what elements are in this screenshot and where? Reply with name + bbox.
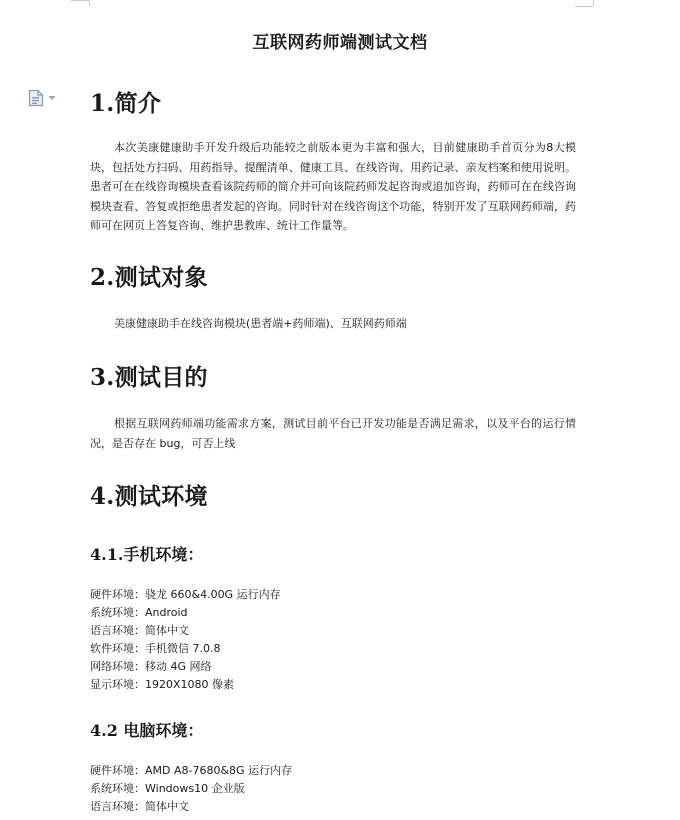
mobile-env-line: 系统环境：Android (90, 606, 188, 619)
mobile-env-line: 显示环境：1920X1080 像素 (90, 678, 235, 691)
mobile-env-line: 硬件环境：骁龙 660&4.00G 运行内存 (90, 588, 281, 601)
pc-env-line: 语言环境：简体中文 (90, 800, 189, 813)
heading-test-object: 2.测试对象 (90, 264, 208, 291)
pc-env-line: 系统环境：Windows10 企业版 (90, 782, 245, 795)
document-title: 互联网药师端测试文档 (252, 33, 428, 53)
document-navigation-button[interactable] (28, 89, 56, 107)
test-object-paragraph: 美康健康助手在线咨询模块(患者端+药师端)、互联网药师端 (114, 317, 407, 330)
crop-mark (89, 0, 90, 6)
mobile-env-line: 语言环境：简体中文 (90, 624, 189, 637)
mobile-env-line: 软件环境：手机微信 7.0.8 (90, 642, 221, 655)
test-purpose-paragraph: 根据互联网药师端功能需求方案，测试目前平台已开发功能是否满足需求，以及平台的运行情况，是否存在 bug，可否上线 (90, 417, 576, 450)
mobile-environment-list (90, 586, 281, 694)
crop-mark (575, 6, 593, 7)
heading-mobile-environment: 4.1.手机环境： (90, 545, 204, 564)
mobile-env-line: 网络环境：移动 4G 网络 (90, 660, 212, 673)
crop-mark (71, 0, 89, 1)
pc-environment-list (90, 762, 292, 816)
caret-down-icon (48, 95, 56, 101)
heading-pc-environment: 4.2 电脑环境： (90, 721, 204, 740)
intro-paragraph: 本次美康健康助手开发升级后功能较之前版本更为丰富和强大，目前健康助手首页分为8大模块，包括处方扫码、用药指导、提醒清单、健康工具、在线咨询、用药记录、亲友档案和使用说明。患者可在在线咨询模块查看该院药师的简介并可向该院药师发起咨询或追加咨询，药师可在在线咨询模块查看、答复或拒绝患者发起的咨询。同时针对在线咨询这个功能，特别开发了互联网药师端，药师可在网页上答复咨询、维护患教库、统计工作量等。 (90, 141, 576, 232)
heading-test-purpose: 3.测试目的 (90, 364, 208, 391)
pc-env-line: 硬件环境：AMD A8-7680&8G 运行内存 (90, 764, 293, 777)
heading-intro: 1.简介 (90, 90, 162, 117)
heading-test-environment: 4.测试环境 (90, 483, 208, 510)
crop-mark (593, 0, 594, 6)
document-navigation-icon (28, 89, 44, 107)
